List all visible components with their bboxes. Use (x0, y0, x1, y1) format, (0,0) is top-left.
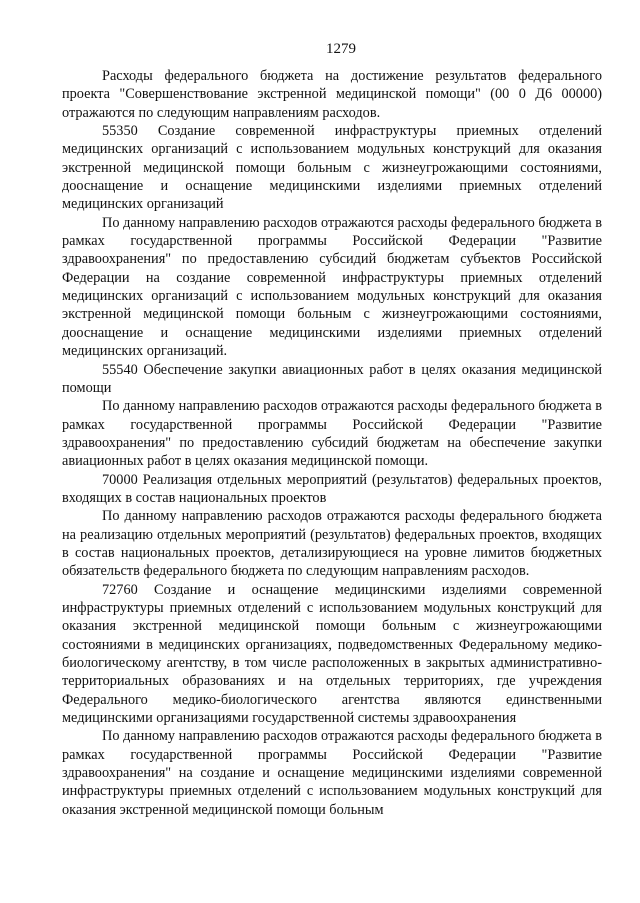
paragraph-55350-description: По данному направлению расходов отражаются расходы федерального бюджета в рамках государственной программы Российской Федерации "Развитие здравоохранения" по предоставлению субсидий бюджетам субъектов Российской Федерации на создание современной инфраструктуры приемных отделений медицинских организаций с использованием модульных конструкций для оказания экстренной медицинской помощи больным с жизнеугрожающими состояниями, дооснащение и оснащение медицинскими изделиями приемных отделений медицинских организаций. (62, 214, 602, 360)
paragraph-70000-description: По данному направлению расходов отражаются расходы федерального бюджета на реализацию отдельных мероприятий (результатов) федеральных проектов, входящих в состав национальных проектов, детализирующиеся на уровне лимитов бюджетных обязательств федерального бюджета по следующим направлениям расходов. (62, 508, 602, 580)
paragraph-code-55350: 55350 Создание современной инфраструктуры приемных отделений медицинских организаций с использованием модульных конструкций для оказания экстренной медицинской помощи больным с жизнеугрожающими состояниями, дооснащение и оснащение медицинскими изделиями приемных отделений медицинских организаций (62, 123, 602, 213)
paragraph-code-55540: 55540 Обеспечение закупки авиационных работ в целях оказания медицинской помощи (62, 361, 602, 396)
paragraph-55540-description: По данному направлению расходов отражаются расходы федерального бюджета в рамках государственной программы Российской Федерации "Развитие здравоохранения" по предоставлению субсидий бюджетам на обеспечение закупки авиационных работ в целях оказания медицинской помощи. (62, 398, 602, 470)
paragraph-intro: Расходы федерального бюджета на достижение результатов федерального проекта "Совершенствование экстренной медицинской помощи" (00 0 Д6 00000) отражаются по следующим направлениям расходов. (62, 68, 602, 121)
paragraph-code-70000: 70000 Реализация отдельных мероприятий (результатов) федеральных проектов, входящих в состав национальных проектов (62, 471, 602, 506)
paragraph-code-72760: 72760 Создание и оснащение медицинскими изделиями современной инфраструктуры приемных отделений с использованием модульных конструкций для оказания экстренной медицинской помощи больным с жизнеугрожающими состояниями в медицинских организациях, подведомственных Федеральному медико-биологическому агентству, в том числе расположенных в закрытых административно-территориальных образованиях и на отдельных территориях, где учреждения Федерального медико-биологического агентства являются единственными медицинскими организациями государственной системы здравоохранения (62, 581, 602, 727)
paragraph-72760-description: По данному направлению расходов отражаются расходы федерального бюджета в рамках государственной программы Российской Федерации "Развитие здравоохранения" на создание и оснащение медицинскими изделиями современной инфраструктуры приемных отделений с использованием модульных конструкций для оказания экстренной медицинской помощи больным (62, 728, 602, 818)
page-number: 1279 (326, 41, 356, 57)
